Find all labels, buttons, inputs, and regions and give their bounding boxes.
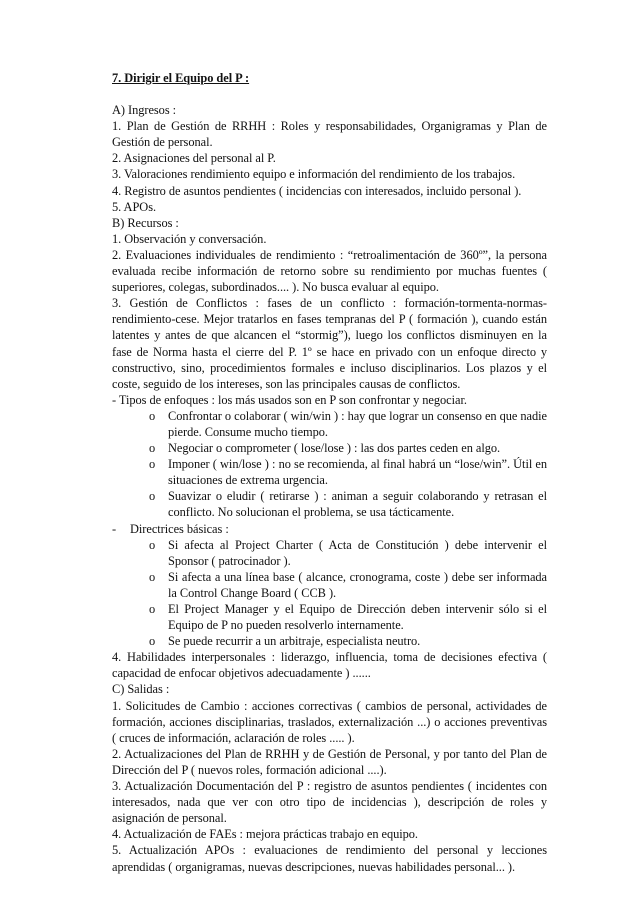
ingresos-item-1: 1. Plan de Gestión de RRHH : Roles y responsabilidades, Organigramas y Plan de Gestión de personal. [112, 119, 547, 150]
enfoque-text: Imponer ( win/lose ) : no se recomienda, al final habrá un “lose/win”. Útil en situaciones de extrema urgencia. [168, 457, 547, 488]
directrices-label: Directrices básicas : [130, 521, 229, 536]
heading-recursos: B) Recursos : [112, 215, 179, 230]
bullet-icon: o [149, 408, 156, 423]
directriz-text: Si afecta al Project Charter ( Acta de Constitución ) debe intervenir el Sponsor ( patrocinador ). [168, 537, 547, 568]
recursos-item-4: 4. Habilidades interpersonales : liderazgo, influencia, toma de decisiones efectiva ( capacidad de enfocar objetivos adecuadamente ) ...... [112, 650, 547, 681]
directriz-text: El Project Manager y el Equipo de Dirección deben intervenir sólo si el Equipo de P no pueden resolverlo internamente. [168, 602, 547, 633]
bullet-icon: o [149, 441, 156, 456]
recursos-item-1: 1. Observación y conversación. [112, 231, 267, 246]
directrices-heading [112, 521, 547, 537]
salidas-item-3: 3. Actualización Documentación del P : registro de asuntos pendientes ( incidentes con interesados, nada que ver con otro tipo de incidencias ), descripción de roles y asignación de personal. [112, 779, 547, 826]
salidas-item-1: 1. Solicitudes de Cambio : acciones correctivas ( cambios de personal, actividades de formación, acciones disciplinarias, traslados, externalización ...) o acciones preventivas ( cruces de información, aclaración de roles ..... ). [112, 698, 547, 745]
recursos-item-2: 2. Evaluaciones individuales de rendimiento : “retroalimentación de 360º”, la persona evaluada recibe información de retorno sobre su rendimiento por muchas fuentes ( superiores, colegas, subordinados.... ). No busca evaluar al equipo. [112, 247, 547, 295]
enfoque-text: Negociar o comprometer ( lose/lose ) : las dos partes ceden en algo. [168, 441, 501, 456]
spacer [112, 86, 547, 102]
enfoque-item [112, 456, 547, 488]
bullet-icon: o [149, 569, 156, 584]
salidas-item-2: 2. Actualizaciones del Plan de RRHH y de Gestión de Personal, y por tanto del Plan de Dirección del P ( nuevos roles, formación adicional ....). [112, 746, 547, 777]
enfoque-item [112, 408, 547, 440]
ingresos-item-4: 4. Registro de asuntos pendientes ( incidencias con interesados, incluido personal ). [112, 183, 522, 198]
enfoque-item [112, 440, 547, 456]
recursos-item-3: 3. Gestión de Conflictos : fases de un conflicto : formación-tormenta-normas-rendimiento-cese. Mejor tratarlos en fases tempranas del P ( formación ), cuando están latentes y antes de que alcancen el “stormig”), luego los conflictos disminuyen en la fase de Norma hasta el cierre del P. 1º se hace en privado con un enfoque directo y constructivo, sino, procedimientos formales e incluso disciplinarios. Los plazos y el coste, seguido de los intereses, son las principales causas de conflictos. [112, 296, 547, 391]
salidas-item-4: 4. Actualización de FAEs : mejora prácticas trabajo en equipo. [112, 827, 418, 842]
heading-ingresos: A) Ingresos : [112, 103, 177, 118]
enfoque-text: Suavizar o eludir ( retirarse ) : animan a seguir colaborando y retrasan el conflicto. No solucionan el problema, se usa tácticamente. [168, 489, 547, 520]
heading-salidas: C) Salidas : [112, 682, 170, 697]
directriz-item [112, 569, 547, 601]
dash-icon: - [112, 521, 117, 536]
directriz-item [112, 633, 547, 649]
ingresos-item-5: 5. APOs. [112, 199, 157, 214]
ingresos-item-3: 3. Valoraciones rendimiento equipo e información del rendimiento de los trabajos. [112, 167, 516, 182]
directriz-text: Si afecta a una línea base ( alcance, cronograma, coste ) debe ser informada la Control Change Board ( CCB ). [168, 569, 547, 600]
directriz-item [112, 601, 547, 633]
salidas-item-5: 5. Actualización APOs : evaluaciones de rendimiento del personal y lecciones aprendidas ( organigramas, nuevas descripciones, nuevas habilidades personal... ). [112, 843, 547, 874]
bullet-icon: o [149, 489, 156, 504]
bullet-icon: o [149, 602, 156, 616]
directriz-text: Se puede recurrir a un arbitraje, especialista neutro. [168, 634, 421, 649]
ingresos-item-2: 2. Asignaciones del personal al P. [112, 151, 276, 166]
bullet-icon: o [149, 634, 156, 649]
section-title: 7. Dirigir el Equipo del P : [112, 71, 250, 85]
enfoque-item [112, 488, 547, 520]
directriz-item [112, 537, 547, 569]
enfoque-text: Confrontar o colaborar ( win/win ) : hay que lograr un consenso en que nadie pierde. Consume mucho tiempo. [168, 408, 547, 439]
bullet-icon: o [149, 537, 156, 552]
tipos-enfoques: - Tipos de enfoques : los más usados son en P son confrontar y negociar. [112, 392, 467, 407]
bullet-icon: o [149, 457, 156, 472]
document-page [112, 70, 547, 875]
